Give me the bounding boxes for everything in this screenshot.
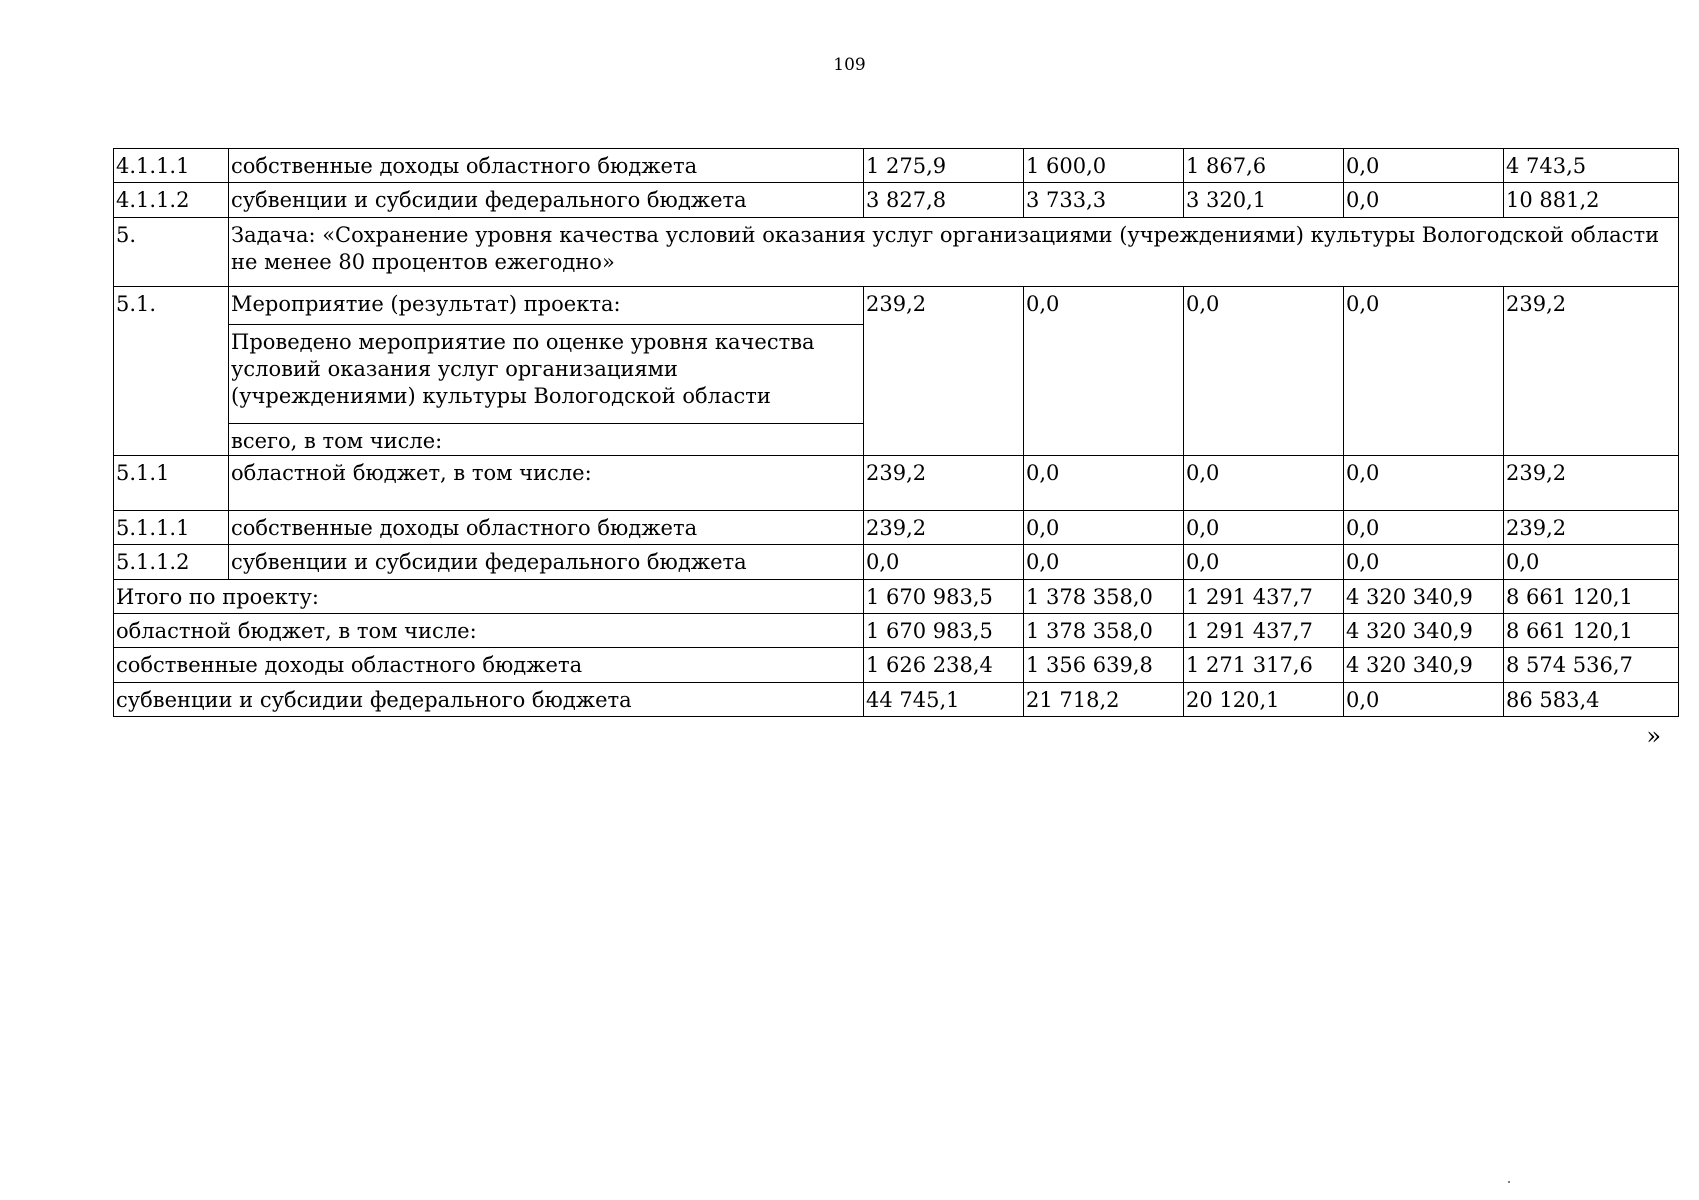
row-label: субвенции и субсидии федерального бюджета: [229, 545, 864, 579]
row-label: собственные доходы областного бюджета: [229, 149, 864, 183]
total-row: [114, 648, 1679, 682]
value-cell: 0,0: [1344, 149, 1504, 183]
value-cell: 44 745,1: [864, 682, 1024, 716]
value-cell: 1 291 437,7: [1184, 579, 1344, 613]
value-cell: 239,2: [864, 456, 1024, 511]
table-row: [114, 149, 1679, 183]
value-cell: 3 320,1: [1184, 183, 1344, 217]
table-row: [114, 286, 1679, 456]
value-cell: 1 867,6: [1184, 149, 1344, 183]
activity-total-label: всего, в том числе:: [229, 423, 863, 455]
value-cell: 1 626 238,4: [864, 648, 1024, 682]
value-cell: 1 275,9: [864, 149, 1024, 183]
value-cell: 21 718,2: [1024, 682, 1184, 716]
row-label: субвенции и субсидии федерального бюджета: [229, 183, 864, 217]
value-cell: 1 670 983,5: [864, 579, 1024, 613]
total-label: областной бюджет, в том числе:: [114, 614, 864, 648]
value-cell: 8 574 536,7: [1504, 648, 1679, 682]
task-description: Задача: «Сохранение уровня качества условий оказания услуг организациями (учреждениями) культуры Вологодской области не менее 80 процентов ежегодно»: [229, 217, 1679, 286]
total-row: [114, 579, 1679, 613]
value-cell: 4 320 340,9: [1344, 648, 1504, 682]
row-code: 5.1.: [114, 286, 229, 456]
task-row: [114, 217, 1679, 286]
row-code: 5.1.1.2: [114, 545, 229, 579]
value-cell: 239,2: [864, 511, 1024, 545]
table-row: [114, 183, 1679, 217]
total-label: субвенции и субсидии федерального бюджета: [114, 682, 864, 716]
value-cell: 0,0: [1024, 545, 1184, 579]
value-cell: 239,2: [1504, 511, 1679, 545]
table-row: [114, 545, 1679, 579]
value-cell: 0,0: [1184, 511, 1344, 545]
value-cell: 1 356 639,8: [1024, 648, 1184, 682]
value-cell: 3 733,3: [1024, 183, 1184, 217]
value-cell: 1 378 358,0: [1024, 614, 1184, 648]
activity-cell: [229, 286, 864, 456]
value-cell: 1 291 437,7: [1184, 614, 1344, 648]
value-cell: 1 378 358,0: [1024, 579, 1184, 613]
page-number: 109: [833, 55, 866, 75]
value-cell: 239,2: [864, 286, 1024, 456]
value-cell: 0,0: [1504, 545, 1679, 579]
value-cell: 0,0: [1344, 183, 1504, 217]
table-row: [114, 456, 1679, 511]
value-cell: 1 670 983,5: [864, 614, 1024, 648]
row-code: 5.: [114, 217, 229, 286]
row-code: 5.1.1.1: [114, 511, 229, 545]
value-cell: 10 881,2: [1504, 183, 1679, 217]
row-label: собственные доходы областного бюджета: [229, 511, 864, 545]
value-cell: 0,0: [1184, 456, 1344, 511]
value-cell: 4 320 340,9: [1344, 579, 1504, 613]
value-cell: 0,0: [1184, 286, 1344, 456]
value-cell: 86 583,4: [1504, 682, 1679, 716]
value-cell: 239,2: [1504, 456, 1679, 511]
value-cell: 0,0: [1344, 682, 1504, 716]
value-cell: 0,0: [1344, 511, 1504, 545]
total-label: Итого по проекту:: [114, 579, 864, 613]
value-cell: 239,2: [1504, 286, 1679, 456]
row-code: 5.1.1: [114, 456, 229, 511]
value-cell: 4 743,5: [1504, 149, 1679, 183]
value-cell: 0,0: [1024, 511, 1184, 545]
activity-heading: Мероприятие (результат) проекта:: [231, 291, 621, 316]
value-cell: 0,0: [1344, 545, 1504, 579]
value-cell: 20 120,1: [1184, 682, 1344, 716]
total-row: [114, 682, 1679, 716]
total-label: собственные доходы областного бюджета: [114, 648, 864, 682]
row-label: областной бюджет, в том числе:: [229, 456, 864, 511]
table-row: [114, 511, 1679, 545]
value-cell: 0,0: [1184, 545, 1344, 579]
value-cell: 1 271 317,6: [1184, 648, 1344, 682]
row-code: 4.1.1.2: [114, 183, 229, 217]
value-cell: 0,0: [1024, 286, 1184, 456]
value-cell: 4 320 340,9: [1344, 614, 1504, 648]
value-cell: 0,0: [1024, 456, 1184, 511]
activity-description: Проведено мероприятие по оценке уровня качества условий оказания услуг организациями (учреждениями) культуры Вологодской области: [229, 324, 863, 417]
value-cell: 1 600,0: [1024, 149, 1184, 183]
value-cell: 0,0: [1344, 286, 1504, 456]
value-cell: 0,0: [1344, 456, 1504, 511]
closing-quote: »: [1646, 722, 1661, 750]
budget-table: [113, 148, 1679, 717]
row-code: 4.1.1.1: [114, 149, 229, 183]
value-cell: 0,0: [864, 545, 1024, 579]
value-cell: 8 661 120,1: [1504, 614, 1679, 648]
scan-speck: [1508, 1181, 1510, 1183]
value-cell: 3 827,8: [864, 183, 1024, 217]
total-row: [114, 614, 1679, 648]
value-cell: 8 661 120,1: [1504, 579, 1679, 613]
